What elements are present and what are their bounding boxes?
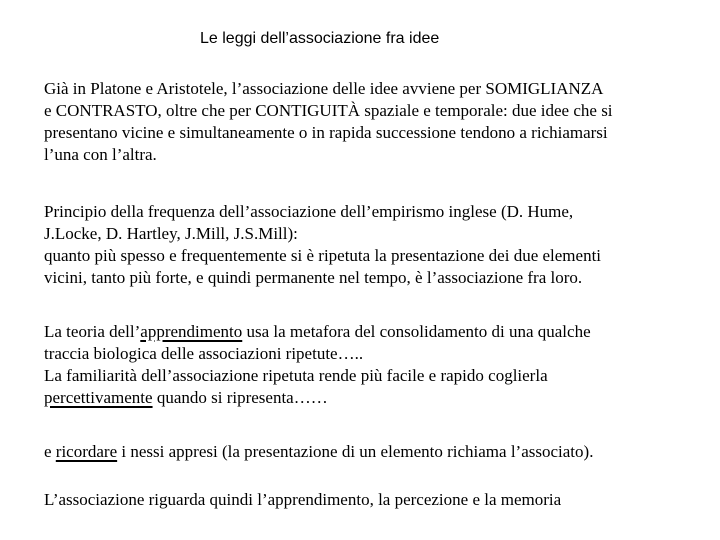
text-line: Principio della frequenza dell’associazione dell’empirismo inglese (D. Hume, [44, 202, 574, 221]
underlined-term-percettivamente: percettivamente [44, 388, 153, 407]
underlined-term-apprendimento: apprendimento [140, 322, 243, 341]
text-line: L’associazione riguarda quindi l’apprendimento, la percezione e la memoria [44, 490, 562, 509]
text-line: e CONTRASTO, oltre che per CONTIGUITÀ spaziale e temporale: due idee che si [44, 101, 613, 120]
text-line: presentano vicine e simultaneamente o in rapida successione tendono a richiamarsi [44, 123, 608, 142]
paragraph-learning [44, 321, 714, 409]
text-line [44, 441, 714, 463]
text-line [44, 321, 714, 343]
text-segment: quando si ripresenta…… [152, 388, 328, 407]
slide-title: Le leggi dell’associazione fra idee [200, 30, 440, 47]
underlined-term-ricordare: ricordare [55, 442, 118, 461]
text-line: vicini, tanto più forte, e quindi permanente nel tempo, è l’associazione fra loro. [44, 268, 583, 287]
text-line: J.Locke, D. Hartley, J.Mill, J.S.Mill): [44, 224, 298, 243]
text-segment: La teoria dell’ [44, 322, 141, 341]
paragraph-frequency [44, 201, 714, 289]
paragraph-conclusion [44, 489, 714, 511]
paragraph-similarity [44, 78, 714, 166]
text-line: Già in Platone e Aristotele, l’associazione delle idee avviene per SOMIGLIANZA [44, 79, 604, 98]
text-line [44, 387, 714, 409]
text-segment: i nessi appresi (la presentazione di un elemento richiama l’associato). [117, 442, 594, 461]
text-line: traccia biologica delle associazioni ripetute….. [44, 344, 364, 363]
text-segment: usa la metafora del consolidamento di una qualche [242, 322, 591, 341]
text-line: quanto più spesso e frequentemente si è ripetuta la presentazione dei due elementi [44, 246, 602, 265]
text-segment: e [44, 442, 56, 461]
text-line: l’una con l’altra. [44, 145, 157, 164]
text-line: La familiarità dell’associazione ripetuta rende più facile e rapido coglierla [44, 366, 548, 385]
paragraph-memory [44, 441, 714, 463]
